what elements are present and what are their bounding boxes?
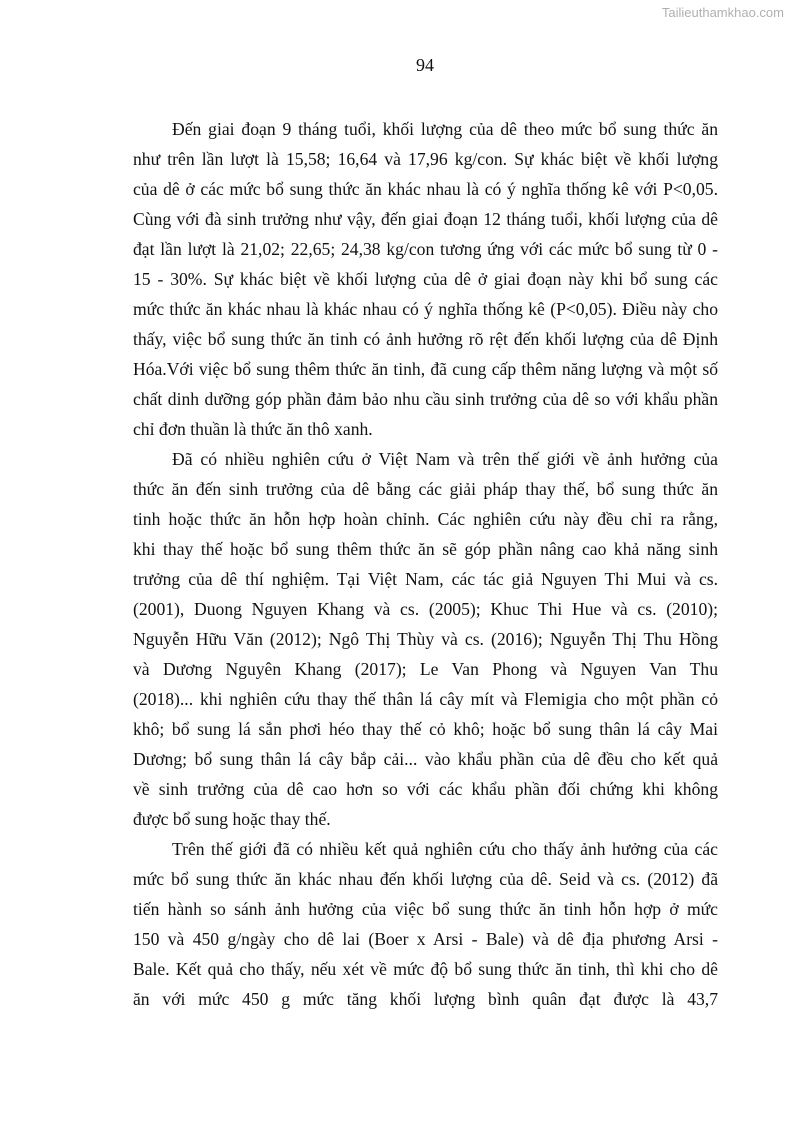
- text-line: Nguyễn Hữu Văn (2012); Ngô Thị Thùy và cs. (2016); Nguyễn Thị Thu Hồng: [133, 629, 718, 649]
- text-line: được bổ sung hoặc thay thế.: [133, 809, 331, 829]
- text-line: Bale. Kết quả cho thấy, nếu xét về mức độ bổ sung thức ăn tinh, thì khi cho dê: [133, 959, 718, 979]
- text-line: Hóa.Với việc bổ sung thêm thức ăn tinh, đã cung cấp thêm năng lượng và một số: [133, 359, 718, 379]
- text-line: chỉ đơn thuần là thức ăn thô xanh.: [133, 419, 373, 439]
- watermark: Tailieuthamkhao.com: [661, 5, 784, 20]
- text-line: như trên lần lượt là 15,58; 16,64 và 17,96 kg/con. Sự khác biệt về khối lượng: [133, 149, 718, 169]
- text-line: thấy, việc bổ sung thức ăn tinh có ảnh hưởng rõ rệt đến khối lượng của dê Định: [133, 329, 718, 349]
- text-line: trưởng của dê thí nghiệm. Tại Việt Nam, các tác giả Nguyen Thi Mui và cs.: [133, 569, 718, 589]
- text-line: Trên thế giới đã có nhiều kết quả nghiên cứu cho thấy ảnh hưởng của các: [172, 839, 718, 859]
- paragraph: [133, 834, 718, 1014]
- paragraph: [133, 444, 718, 834]
- text-line: 15 - 30%. Sự khác biệt về khối lượng của dê ở giai đoạn này khi bổ sung các: [133, 269, 718, 289]
- text-line: đạt lần lượt là 21,02; 22,65; 24,38 kg/con tương ứng với các mức bổ sung từ 0 -: [133, 239, 718, 259]
- text-line: của dê ở các mức bổ sung thức ăn khác nhau là có ý nghĩa thống kê với P<0,05.: [133, 179, 718, 199]
- text-line: Đã có nhiều nghiên cứu ở Việt Nam và trên thế giới về ảnh hưởng của: [172, 449, 718, 469]
- text-line: tinh hoặc thức ăn hỗn hợp hoàn chỉnh. Các nghiên cứu này đều chỉ ra rằng,: [133, 509, 718, 529]
- text-line: (2001), Duong Nguyen Khang và cs. (2005); Khuc Thi Hue và cs. (2010);: [133, 599, 718, 619]
- text-line: thức ăn đến sinh trưởng của dê bằng các giải pháp thay thế, bổ sung thức ăn: [133, 479, 718, 499]
- text-line: khi thay thế hoặc bổ sung thêm thức ăn sẽ góp phần nâng cao khả năng sinh: [133, 539, 718, 559]
- text-line: mức thức ăn khác nhau là khác nhau có ý nghĩa thống kê (P<0,05). Điều này cho: [133, 299, 718, 319]
- text-line: và Dương Nguyên Khang (2017); Le Van Phong và Nguyen Van Thu: [133, 659, 718, 679]
- text-line: tiến hành so sánh ảnh hưởng của việc bổ sung thức ăn tinh hỗn hợp ở mức: [133, 899, 718, 919]
- text-line: mức bổ sung thức ăn khác nhau đến khối lượng của dê. Seid và cs. (2012) đã: [133, 869, 718, 889]
- document-body: [133, 114, 718, 1014]
- text-line: ăn với mức 450 g mức tăng khối lượng bình quân đạt được là 43,7: [133, 989, 718, 1009]
- text-line: (2018)... khi nghiên cứu thay thế thân lá cây mít và Flemigia cho một phần cỏ: [133, 689, 718, 709]
- text-line: 150 và 450 g/ngày cho dê lai (Boer x Arsi - Bale) và dê địa phương Arsi -: [133, 929, 718, 949]
- paragraph: [133, 114, 718, 444]
- text-line: Dương; bổ sung thân lá cây bắp cải... vào khẩu phần của dê đều cho kết quả: [133, 749, 718, 769]
- text-line: chất dinh dưỡng góp phần đảm bảo nhu cầu sinh trưởng của dê so với khẩu phần: [133, 389, 718, 409]
- page-number: 94: [416, 55, 434, 75]
- text-line: Cùng với đà sinh trưởng như vậy, đến giai đoạn 12 tháng tuổi, khối lượng của dê: [133, 209, 718, 229]
- text-line: khô; bổ sung lá sắn phơi héo thay thế cỏ khô; hoặc bổ sung thân lá cây Mai: [133, 719, 718, 739]
- text-line: về sinh trưởng của dê cao hơn so với các khẩu phần đối chứng khi không: [133, 779, 718, 799]
- text-line: Đến giai đoạn 9 tháng tuổi, khối lượng của dê theo mức bổ sung thức ăn: [172, 119, 718, 139]
